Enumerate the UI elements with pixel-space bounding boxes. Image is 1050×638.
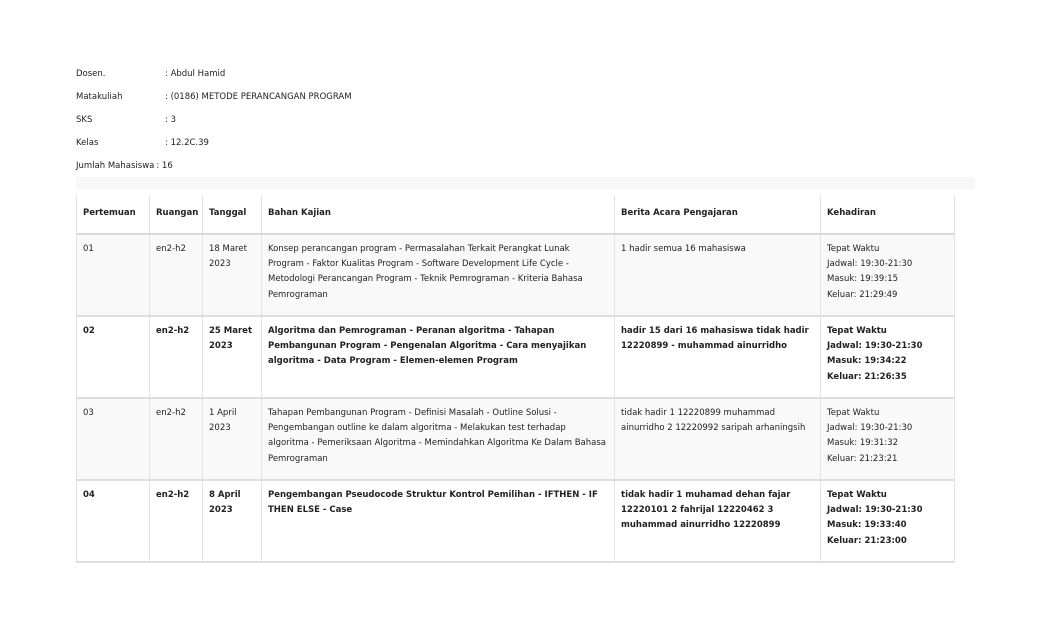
info-label: Dosen.: [76, 68, 106, 79]
cell-kehadiran: [821, 398, 955, 480]
kehadiran-jadwal: Jadwal: 19:30-21:30: [827, 259, 913, 270]
kehadiran-masuk: Masuk: 19:34:22: [827, 356, 907, 367]
cell-berita-acara: tidak hadir 1 muhamad dehan fajar 12220101 2 fahrijal 12220462 3 muhammad ainurridho 12220899: [615, 480, 821, 562]
info-value: : (0186) METODE PERANCANGAN PROGRAM: [165, 91, 352, 102]
attendance-table: [76, 195, 955, 563]
cell-bahan-kajian: Konsep perancangan program - Permasalahan Terkait Perangkat Lunak Program - Faktor Kualitas Program - Software Development Life Cycle - Metodologi Perancangan Program - Teknik Pemrograman - Kriteria Bahasa Pemrograman: [262, 234, 615, 316]
header-bahan-kajian: Bahan Kajian: [262, 195, 615, 234]
kehadiran-masuk: Masuk: 19:31:32: [827, 438, 899, 449]
kehadiran-status: Tepat Waktu: [827, 490, 887, 500]
cell-ruangan: en2-h2: [150, 398, 203, 480]
header-pertemuan: Pertemuan: [77, 195, 150, 234]
kehadiran-jadwal: Jadwal: 19:30-21:30: [827, 505, 923, 516]
cell-pertemuan: 02: [77, 316, 150, 398]
table-row: [77, 316, 955, 398]
cell-kehadiran: [821, 234, 955, 316]
table-row: [77, 398, 955, 480]
cell-kehadiran: [821, 316, 955, 398]
info-value: : 12.2C.39: [165, 138, 209, 149]
header-ruangan: Ruangan: [150, 195, 203, 234]
course-info: [76, 62, 352, 178]
cell-tanggal: 18 Maret 2023: [203, 234, 262, 316]
cell-bahan-kajian: Pengembangan Pseudocode Struktur Kontrol Pemilihan - IFTHEN - IF THEN ELSE - Case: [262, 480, 615, 562]
kehadiran-keluar: Keluar: 21:26:35: [827, 371, 907, 382]
cell-ruangan: en2-h2: [150, 234, 203, 316]
info-label: Matakuliah: [76, 91, 123, 102]
table-row: [77, 480, 955, 562]
header-berita-acara: Berita Acara Pengajaran: [615, 195, 821, 234]
kehadiran-status: Tepat Waktu: [827, 244, 880, 254]
cell-pertemuan: 03: [77, 398, 150, 480]
cell-berita-acara: tidak hadir 1 12220899 muhammad ainurridho 2 12220992 saripah arhaningsih: [615, 398, 821, 480]
header-tanggal: Tanggal: [203, 195, 262, 234]
info-row-dosen: [76, 62, 352, 85]
cell-kehadiran: [821, 480, 955, 562]
info-row-sks: [76, 108, 352, 131]
info-label: Kelas: [76, 138, 99, 149]
info-row-matakuliah: [76, 85, 352, 108]
kehadiran-keluar: Keluar: 21:23:21: [827, 453, 898, 464]
info-value: : 16: [156, 161, 173, 172]
table-row: [77, 234, 955, 316]
kehadiran-keluar: Keluar: 21:29:49: [827, 289, 898, 300]
cell-tanggal: 8 April 2023: [203, 480, 262, 562]
cell-berita-acara: hadir 15 dari 16 mahasiswa tidak hadir 12220899 - muhammad ainurridho: [615, 316, 821, 398]
cell-ruangan: en2-h2: [150, 316, 203, 398]
cell-berita-acara: 1 hadir semua 16 mahasiswa: [615, 234, 821, 316]
kehadiran-masuk: Masuk: 19:33:40: [827, 520, 907, 531]
info-label: SKS: [76, 114, 93, 125]
cell-tanggal: 25 Maret 2023: [203, 316, 262, 398]
kehadiran-status: Tepat Waktu: [827, 408, 880, 418]
kehadiran-masuk: Masuk: 19:39:15: [827, 274, 899, 285]
info-row-kelas: [76, 132, 352, 155]
info-value: : Abdul Hamid: [165, 68, 226, 79]
info-label: Jumlah Mahasiswa: [76, 161, 155, 172]
cell-pertemuan: 04: [77, 480, 150, 562]
info-value: : 3: [165, 114, 176, 125]
info-row-jumlah-mahasiswa: [76, 155, 352, 178]
cell-ruangan: en2-h2: [150, 480, 203, 562]
cell-tanggal: 1 April 2023: [203, 398, 262, 480]
kehadiran-status: Tepat Waktu: [827, 326, 887, 336]
table-header-row: [77, 195, 955, 234]
header-kehadiran: Kehadiran: [821, 195, 955, 234]
cell-bahan-kajian: Tahapan Pembangunan Program - Definisi Masalah - Outline Solusi - Pengembangan outline ke dalam algoritma - Melakukan test terhadap algoritma - Pemeriksaan Algoritma - Memindahkan Algoritma Ke Dalam Bahasa Pemrograman: [262, 398, 615, 480]
cell-bahan-kajian: Algoritma dan Pemrograman - Peranan algoritma - Tahapan Pembangunan Program - Pengenalan Algoritma - Cara menyajikan algoritma - Data Program - Elemen-elemen Program: [262, 316, 615, 398]
kehadiran-jadwal: Jadwal: 19:30-21:30: [827, 341, 923, 352]
kehadiran-keluar: Keluar: 21:23:00: [827, 535, 907, 546]
kehadiran-jadwal: Jadwal: 19:30-21:30: [827, 423, 913, 434]
table-top-band: [76, 177, 975, 189]
cell-pertemuan: 01: [77, 234, 150, 316]
